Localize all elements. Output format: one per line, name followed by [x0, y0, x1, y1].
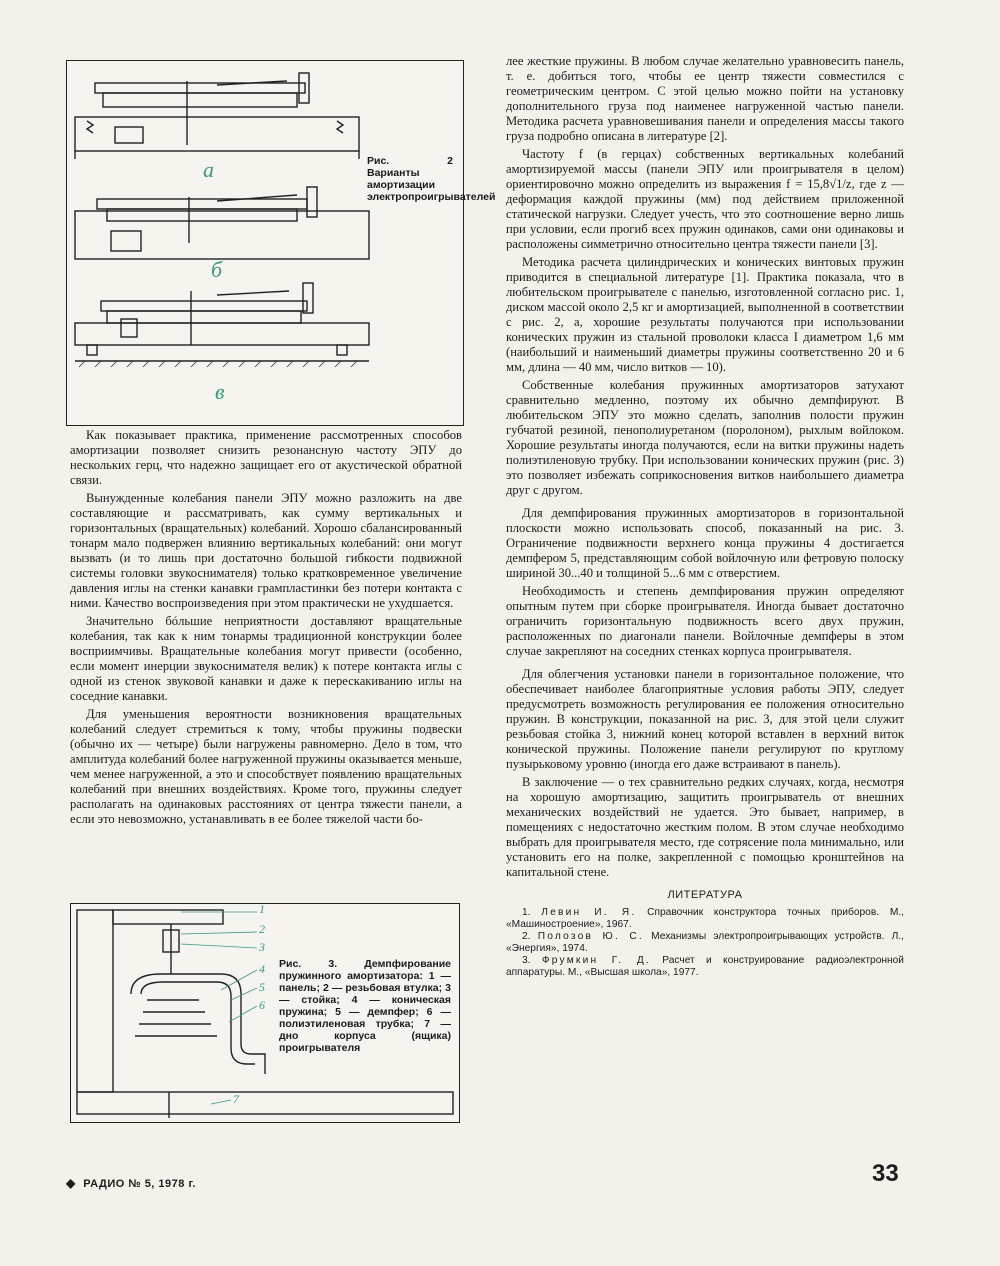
reference-number: 1.: [522, 907, 531, 918]
paragraph: Собственные колебания пружинных амортизаторов затухают сравнительно медленно, поэтому их обычно демпфируют. В любительском ЭПУ это можно сделать, заполнив полости пружин губчатой резиной, пенополиуретаном (поролоном), рыхлым войлоком. Хорошие результаты иногда получаются, если на витки пружины надеть полиэтиленовую трубку. При использовании конических пружин (рис. 3) это позволяет избежать соприкосновения витков наибольшего диаметра друг с другом.: [506, 378, 904, 497]
reference-item: [506, 907, 904, 930]
reference-author: Левин И. Я.: [541, 907, 637, 918]
literature-title: ЛИТЕРАТУРА: [667, 889, 743, 901]
paragraph: Значительно бóльшие неприятности доставляют вращательные колебания, так как к ним тонармы традиционной конструкции более восприимчивы. Вращательные колебания могут привести (особенно, если момент инерции звукоснимателя велик) к потере контакта иглы с одной из стенок звуковой канавки и даже к перескакиванию иглы на соседние канавки.: [70, 614, 462, 703]
figure-2-label-c: в: [215, 379, 225, 404]
reference-author: Фрумкин Г. Д.: [541, 955, 651, 966]
paragraph: Частоту f (в герцах) собственных вертикальных колебаний амортизируемой массы (панели ЭПУ или проигрывателя в целом) ориентировочно можно определить из выражения f = 15,8√1/z, где z — деформация каждой пружины (мм) под действием приложенной статической нагрузки. Следует учесть, что это соотношение верно лишь при условии, если прогиб всех пружин одинаков, сами они одинаковы и расположены симметрично относительно центра тяжести панели [3].: [506, 147, 904, 251]
paragraph: Для демпфирования пружинных амортизаторов в горизонтальной плоскости можно использовать способ, показанный на рис. 3. Ограничение подвижности верхнего конца пружины 4 достигается демпфером 5, представляющим собой войлочную или фетровую полоску шириной 30...40 и толщиной 5...6 мм с отверстием.: [506, 506, 904, 580]
journal-issue: РАДИО № 5, 1978 г.: [83, 1178, 196, 1190]
paragraph: Необходимость и степень демпфирования пружин определяют опытным путем при сборке проигрывателя. Иногда бывает достаточно ограничить горизонтальную подвижность всего двух пружин, расположенных по диагонали панели. Войлочные демпферы в этом случае закрепляют на соседних стенках корпуса проигрывателя.: [506, 584, 904, 658]
paragraph: Для уменьшения вероятности возникновения вращательных колебаний следует стремиться к тому, чтобы пружины подвески (обычно их — четыре) были нагружены равномерно. Дело в том, что амплитуда колебаний более нагруженной пружины оказывается меньше, чем менее нагруженной, а это и способствует появлению вращательных колебаний при внешних воздействиях. Кроме того, пружины следует располагать на одинаковых расстояниях от центра тяжести панели, а если это невозможно, устанавливать в ее более тяжелой части бо-: [70, 707, 462, 826]
figure-3-callout-4: 4: [259, 962, 265, 976]
paragraph: Для облегчения установки панели в горизонтальное положение, что обеспечивает наиболее благоприятные условия работы ЭПУ, следует предусмотреть возможность регулирования ее положения относительно пружин. В конструкции, показанной на рис. 3, для этой цели служит резьбовая стойка 3, нижний конец которой вставлен в верхний виток конической пружины. Положение панели регулируют по круглому пузырьковому уровню (иногда его даже встраивают в панель).: [506, 667, 904, 771]
paragraph: В заключение — о тех сравнительно редких случаях, когда, несмотря на хорошую амортизацию, защитить проигрыватель от внешних механических воздействий не удается. Это бывает, например, в помещениях с недостаточно жестким полом. В этом случае необходимо выбрать для проигрывателя место, где сотрясение пола минимально, или установить его на полке, закрепленной с помощью кронштейнов на капитальной стене.: [506, 775, 904, 879]
figure-3-callout-5: 5: [259, 980, 265, 994]
reference-item: [506, 931, 904, 954]
right-column: [506, 54, 904, 979]
journal-footer: [66, 1176, 196, 1190]
figure-3-callout-7: 7: [233, 1092, 239, 1106]
reference-text: Расчет и конструирование радиоэлектронной аппаратуры. М., «Высшая школа», 1977.: [506, 955, 904, 978]
figure-2-label-b: б: [211, 257, 223, 282]
left-column: [70, 428, 462, 830]
diamond-icon: ◆: [66, 1176, 76, 1190]
figure-2: [66, 60, 496, 426]
page-number: 33: [872, 1160, 899, 1187]
literature-list: [506, 907, 904, 978]
figure-3-callout-6: 6: [259, 998, 265, 1012]
figure-3-callout-1: 1: [259, 902, 265, 916]
figure-3-callout-3: 3: [259, 940, 265, 954]
paragraph: Вынужденные колебания панели ЭПУ можно разложить на две составляющие и рассматривать, как сумму вертикальных и горизонтальных (вращательных) колебаний. Хорошо сбалансированный тонарм мало подвержен влиянию вертикальных колебаний: они могут вызвать (и то лишь при достаточно большой гибкости подвижной системы головки звукоснимателя) только кратковременное увеличение давления иглы на стенки канавки грампластинки без потери контакта с ними. Качество воспроизведения при этом практически не ухудшается.: [70, 491, 462, 610]
reference-item: [506, 955, 904, 978]
reference-number: 3.: [522, 955, 531, 966]
reference-number: 2.: [522, 931, 531, 942]
reference-author: Полозов Ю. С.: [537, 931, 644, 942]
paragraph: лее жесткие пружины. В любом случае желательно уравновесить панель, т. е. добиться того, чтобы ее центр тяжести совместился с геометрическим центром. С этой целью можно пойти на установку дополнительного груза под наименее нагруженной частью панели. Методика расчета уравновешивания панели и определения массы такого груза подробно описана в литературе [2].: [506, 54, 904, 143]
figure-3-caption: Рис. 3. Демпфирование пружинного амортизатора: 1 — панель; 2 — резьбовая втулка; 3 — стойка; 4 — коническая пружина; 5 — демпфер; 6 — полиэтиленовая трубка; 7 — дно корпуса (ящика) проигрывателя: [279, 958, 451, 1054]
figure-2-label-a: а: [203, 157, 214, 182]
figure-3-callout-2: 2: [259, 922, 265, 936]
reference-text: Механизмы электропроигрывающих устройств. Л., «Энергия», 1974.: [506, 931, 904, 954]
figure-2-drawing: [67, 61, 496, 425]
figure-3: [70, 903, 460, 1123]
reference-text: Справочник конструктора точных приборов. М., «Машиностроение», 1967.: [506, 907, 904, 930]
paragraph: Методика расчета цилиндрических и конических винтовых пружин приводится в специальной литературе [1]. Практика показала, что в любительском проигрывателе с панелью, изготовленной согласно рис. 1, диском массой около 2,5 кг и амортизацией, выполненной в соответствии с рис. 2, а, хорошие результаты получаются при использовании конических пружин из стальной проволоки класса I диаметром 1,6 мм (наибольший и наименьший диаметры пружины соответственно 20 и 6 мм, длина — 40 мм, число витков — 10).: [506, 255, 904, 374]
paragraph: Как показывает практика, применение рассмотренных способов амортизации позволяет снизить резонансную частоту ЭПУ до нескольких герц, что надежно защищает его от акустической обратной связи.: [70, 428, 462, 487]
figure-2-caption: Рис. 2 Варианты амортизации электропроигрывателей: [367, 155, 496, 203]
